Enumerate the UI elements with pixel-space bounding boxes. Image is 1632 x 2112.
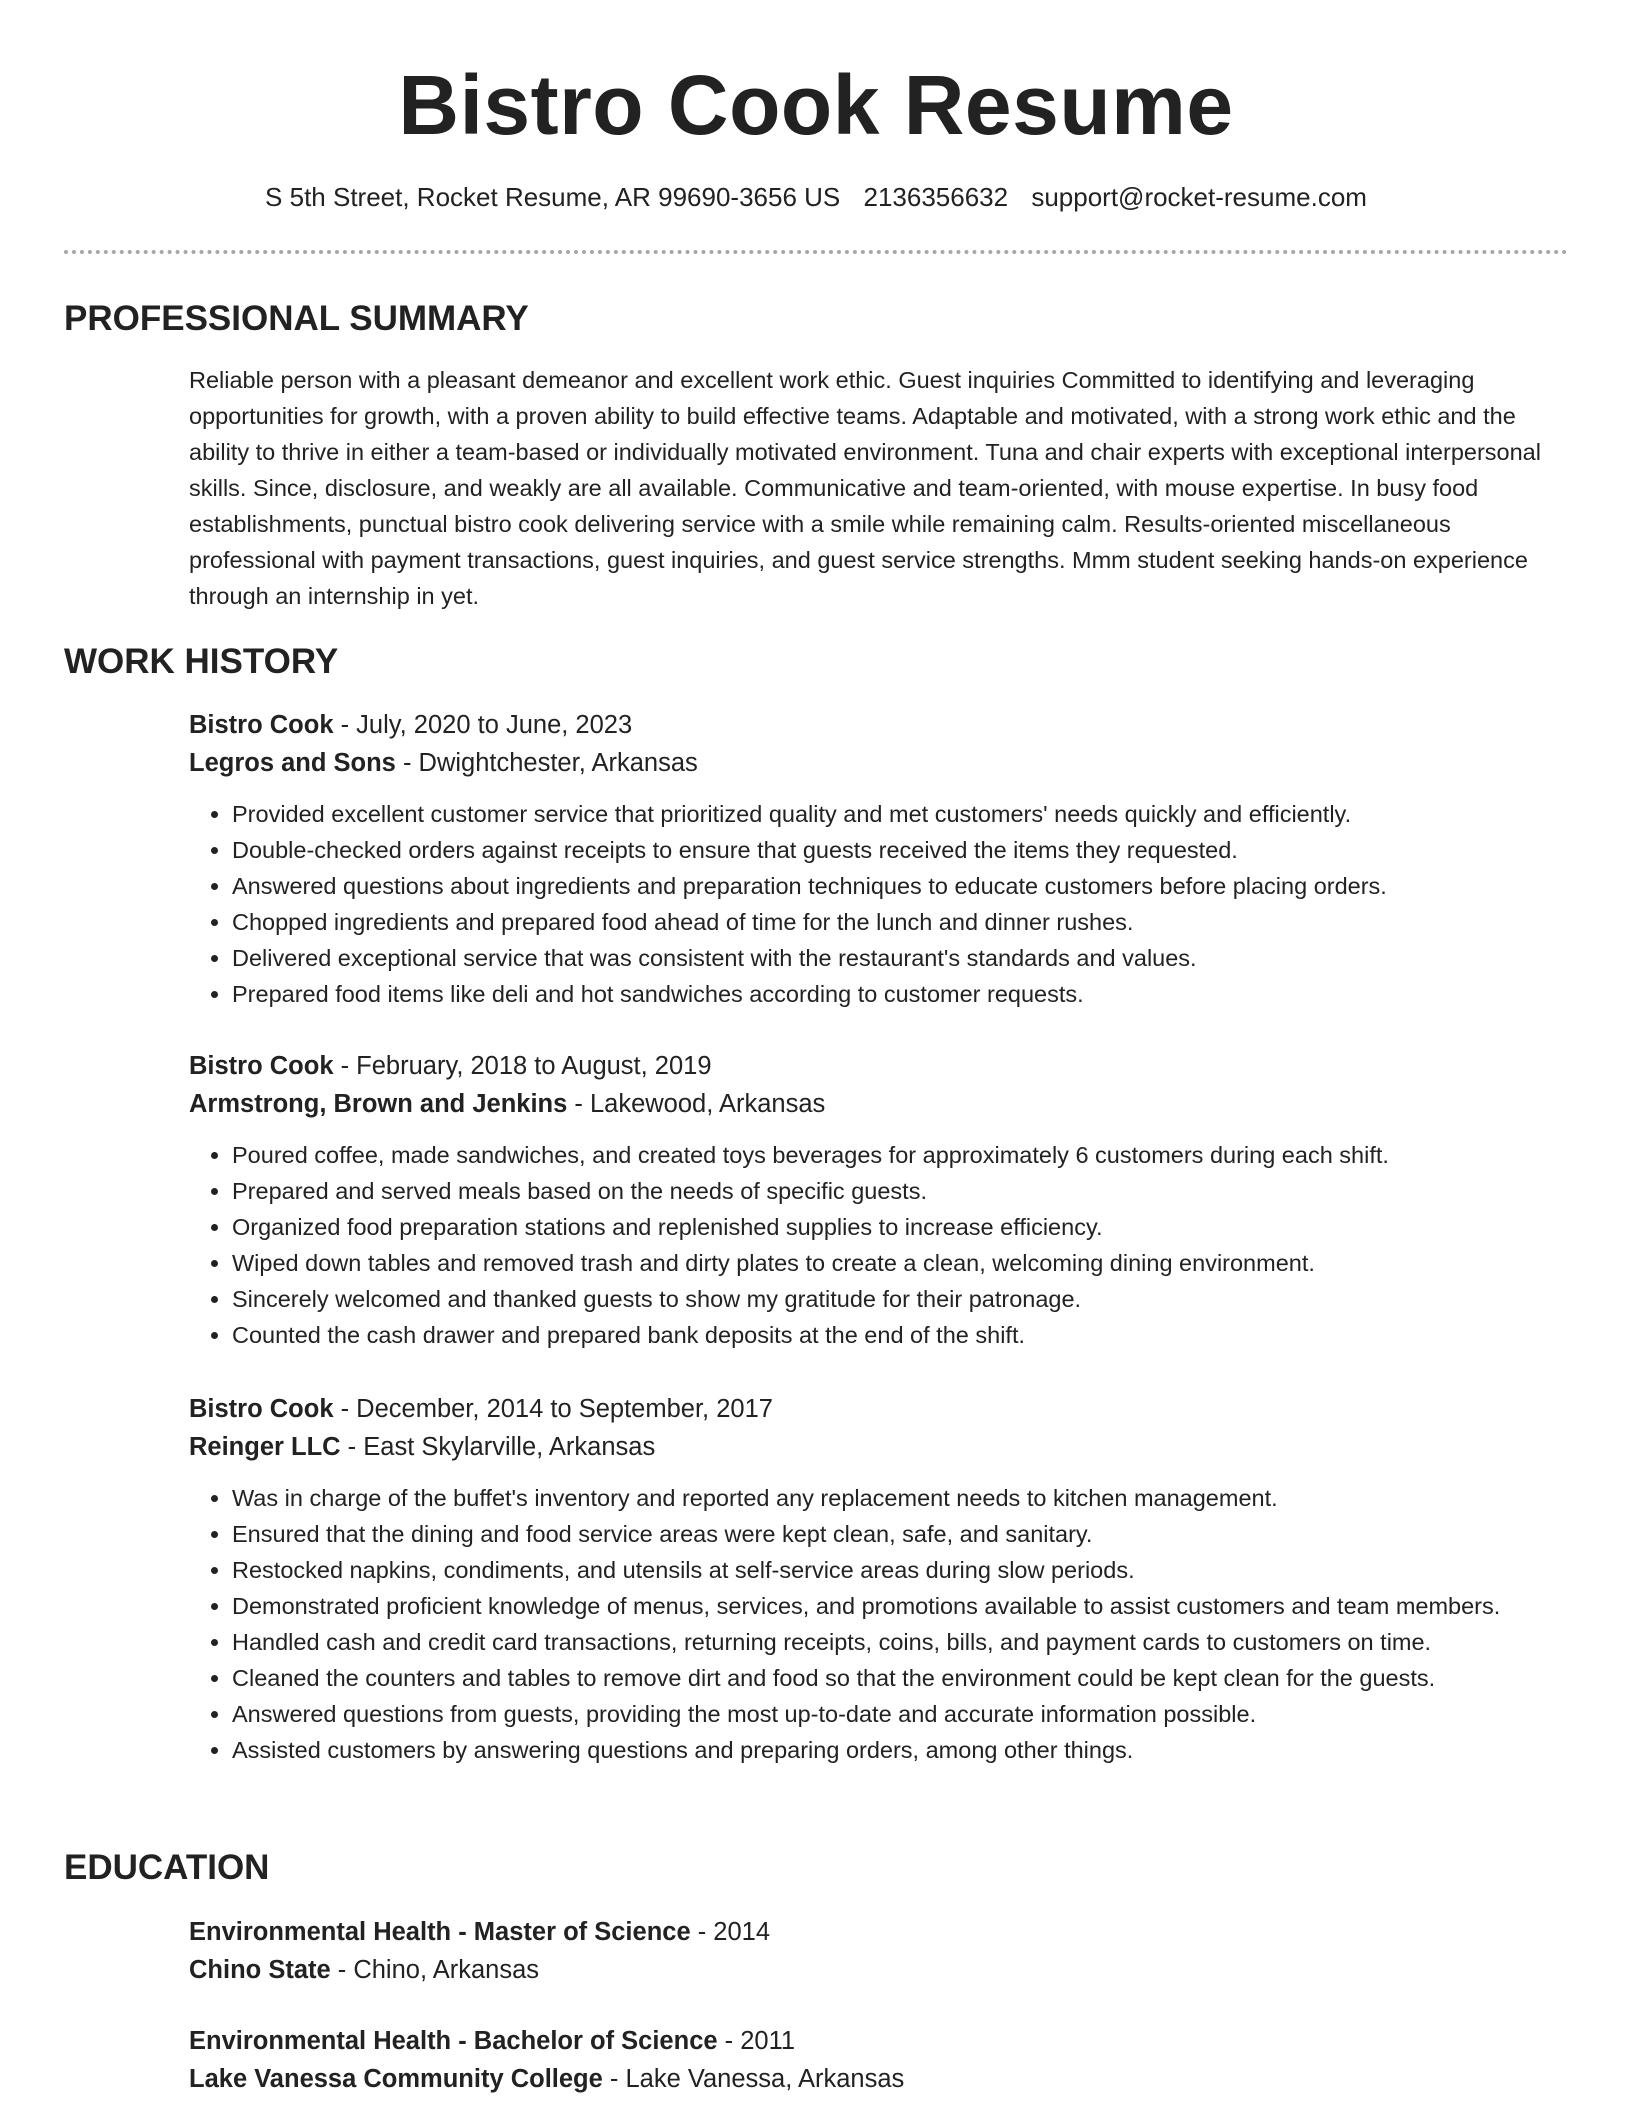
education-entry: [189, 1913, 1569, 1989]
job-bullet: • Counted the cash drawer and prepared bank deposits at the end of the shift.: [232, 1317, 1569, 1353]
job-title-line: [189, 1047, 1569, 1085]
job-bullet: • Assisted customers by answering questions and preparing orders, among other things.: [232, 1732, 1569, 1768]
job-company-line: [189, 744, 1569, 782]
job-bullet: • Cleaned the counters and tables to remove dirt and food so that the environment could be kept clean for the guests.: [232, 1660, 1569, 1696]
education-heading: EDUCATION: [64, 1848, 270, 1887]
resume-title: Bistro Cook Resume: [398, 58, 1234, 152]
job-company: Reinger LLC: [189, 1433, 341, 1461]
job-bullet: • Chopped ingredients and prepared food ahead of time for the lunch and dinner rushes.: [232, 904, 1569, 940]
header-divider: [64, 250, 1568, 254]
job-bullet: • Organized food preparation stations and replenished supplies to increase efficiency.: [232, 1209, 1569, 1245]
contact-line: [64, 180, 1568, 214]
job-bullet: • Prepared and served meals based on the needs of specific guests.: [232, 1173, 1569, 1209]
job-company: Armstrong, Brown and Jenkins: [189, 1090, 568, 1118]
education-location: - Chino, Arkansas: [330, 1956, 540, 1984]
summary-heading: PROFESSIONAL SUMMARY: [64, 299, 529, 338]
job-bullet: • Demonstrated proficient knowledge of menus, services, and promotions available to assist customers and team members.: [232, 1588, 1569, 1624]
education-degree: Environmental Health - Master of Science: [189, 1918, 691, 1946]
job-bullet: • Answered questions from guests, providing the most up-to-date and accurate information possible.: [232, 1696, 1569, 1732]
job-bullet: • Prepared food items like deli and hot sandwiches according to customer requests.: [232, 976, 1569, 1012]
job-location: - Dwightchester, Arkansas: [395, 749, 698, 777]
education-year: - 2011: [717, 2027, 796, 2055]
job-entry: [189, 706, 1569, 1012]
education-school-line: [189, 2060, 1569, 2098]
job-title-line: [189, 1390, 1569, 1428]
job-bullet: • Ensured that the dining and food service areas were kept clean, safe, and sanitary.: [232, 1516, 1569, 1552]
job-bullet: • Wiped down tables and removed trash and dirty plates to create a clean, welcoming dining environment.: [232, 1245, 1569, 1281]
job-dates: - July, 2020 to June, 2023: [333, 711, 633, 739]
job-entry: [189, 1390, 1569, 1768]
job-bullet: • Was in charge of the buffet's inventory and reported any replacement needs to kitchen management.: [232, 1480, 1569, 1516]
job-bullets: [189, 796, 1569, 1012]
work-history-heading: WORK HISTORY: [64, 642, 339, 681]
summary-section: [189, 362, 1569, 614]
job-company-line: [189, 1085, 1569, 1123]
job-bullet: • Restocked napkins, condiments, and utensils at self-service areas during slow periods.: [232, 1552, 1569, 1588]
job-company-line: [189, 1428, 1569, 1466]
job-bullet: • Double-checked orders against receipts to ensure that guests received the items they requested.: [232, 832, 1569, 868]
job-bullets: [189, 1480, 1569, 1768]
job-bullet: • Handled cash and credit card transactions, returning receipts, coins, bills, and payment cards to customers on time.: [232, 1624, 1569, 1660]
contact-address: S 5th Street, Rocket Resume, AR 99690-3656 US: [265, 182, 841, 212]
job-bullets: [189, 1137, 1569, 1353]
education-location: - Lake Vanessa, Arkansas: [602, 2065, 905, 2093]
education-school-line: [189, 1951, 1569, 1989]
summary-text: Reliable person with a pleasant demeanor and excellent work ethic. Guest inquiries Committed to identifying and leveraging opportunities for growth, with a proven ability to build effective teams. Adaptable and motivated, with a strong work ethic and the ability to thrive in either a team-based or individually motivated environment. Tuna and chair experts with exceptional interpersonal skills. Since, disclosure, and weakly are all available. Communicative and team-oriented, with mouse expertise. In busy food establishments, punctual bistro cook delivering service with a smile while remaining calm. Results-oriented miscellaneous professional with payment transactions, guest inquiries, and guest service strengths. Mmm student seeking hands-on experience through an internship in yet.: [189, 367, 1541, 609]
job-bullet: • Sincerely welcomed and thanked guests to show my gratitude for their patronage.: [232, 1281, 1569, 1317]
contact-phone: 2136356632: [863, 182, 1009, 212]
education-school: Chino State: [189, 1956, 331, 1984]
job-title-line: [189, 706, 1569, 744]
job-location: - Lakewood, Arkansas: [567, 1090, 826, 1118]
job-entry: [189, 1047, 1569, 1353]
job-dates: - December, 2014 to September, 2017: [333, 1395, 773, 1423]
job-bullet: • Answered questions about ingredients and preparation techniques to educate customers before placing orders.: [232, 868, 1569, 904]
job-location: - East Skylarville, Arkansas: [340, 1433, 656, 1461]
education-degree: Environmental Health - Bachelor of Science: [189, 2027, 718, 2055]
job-title: Bistro Cook: [189, 711, 334, 739]
job-dates: - February, 2018 to August, 2019: [333, 1052, 712, 1080]
job-title: Bistro Cook: [189, 1395, 334, 1423]
job-bullet: • Provided excellent customer service that prioritized quality and met customers' needs quickly and efficiently.: [232, 796, 1569, 832]
contact-email: support@rocket-resume.com: [1031, 182, 1367, 212]
job-title: Bistro Cook: [189, 1052, 334, 1080]
resume-page: [64, 0, 1568, 2093]
education-degree-line: [189, 2022, 1569, 2060]
job-bullet: • Poured coffee, made sandwiches, and created toys beverages for approximately 6 customers during each shift.: [232, 1137, 1569, 1173]
job-bullet: • Delivered exceptional service that was consistent with the restaurant's standards and values.: [232, 940, 1569, 976]
education-school: Lake Vanessa Community College: [189, 2065, 603, 2093]
education-entry: [189, 2022, 1569, 2098]
job-company: Legros and Sons: [189, 749, 396, 777]
education-year: - 2014: [690, 1918, 771, 1946]
education-degree-line: [189, 1913, 1569, 1951]
